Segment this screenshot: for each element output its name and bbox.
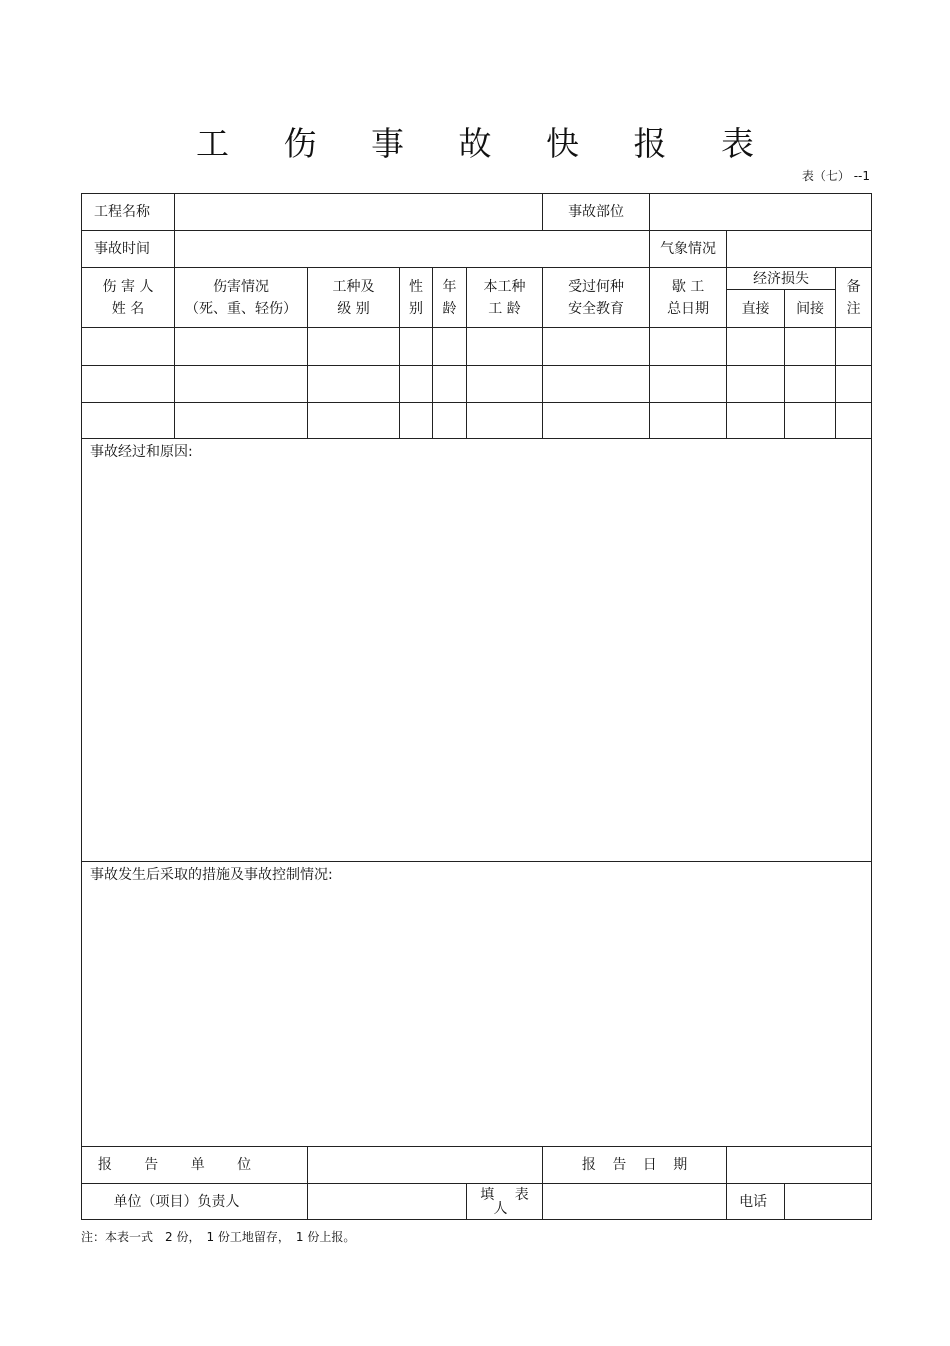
header-age-line1: 年 bbox=[442, 278, 457, 295]
cell[interactable] bbox=[400, 403, 433, 439]
header-education-line2: 安全教育 bbox=[568, 300, 625, 317]
header-seniority-line1: 本工种 bbox=[483, 278, 526, 295]
time-row bbox=[82, 231, 872, 268]
manager-row bbox=[82, 1184, 872, 1220]
report-date-text: 报 告 日 期 bbox=[581, 1157, 694, 1173]
header-seniority bbox=[467, 268, 543, 328]
measures-field[interactable] bbox=[82, 862, 872, 1147]
accident-report-table bbox=[81, 193, 872, 1220]
project-name-label: 工程名称 bbox=[82, 194, 175, 231]
cell[interactable] bbox=[543, 403, 650, 439]
header-economic-loss: 经济损失 bbox=[727, 268, 836, 290]
process-label: 事故经过和原因: bbox=[90, 444, 193, 460]
cell[interactable] bbox=[175, 403, 308, 439]
cell[interactable] bbox=[785, 403, 836, 439]
footnote: 注：本表一式 2 份， 1 份工地留存， 1 份上报。 bbox=[81, 1230, 356, 1244]
header-leave bbox=[650, 268, 727, 328]
project-name-field[interactable] bbox=[175, 194, 543, 231]
header-loss-direct: 直接 bbox=[727, 290, 785, 328]
cell[interactable] bbox=[650, 366, 727, 403]
header-sex-line2: 别 bbox=[409, 300, 423, 317]
accident-location-label: 事故部位 bbox=[543, 194, 650, 231]
filler-text: 填 表 人 bbox=[480, 1186, 537, 1217]
cell[interactable] bbox=[433, 403, 467, 439]
header-seniority-line2: 工 龄 bbox=[488, 300, 521, 317]
header-loss-indirect: 间接 bbox=[785, 290, 836, 328]
cell[interactable] bbox=[433, 328, 467, 366]
cell[interactable] bbox=[727, 403, 785, 439]
filler-field[interactable] bbox=[543, 1184, 727, 1220]
header-sex-line1: 性 bbox=[409, 278, 423, 295]
cell[interactable] bbox=[400, 328, 433, 366]
phone-label: 电话 bbox=[727, 1184, 785, 1220]
cell[interactable] bbox=[650, 328, 727, 366]
header-injured-line2: 姓 名 bbox=[111, 300, 145, 317]
cell[interactable] bbox=[400, 366, 433, 403]
header-row bbox=[82, 268, 872, 290]
cell[interactable] bbox=[650, 403, 727, 439]
cell[interactable] bbox=[308, 366, 400, 403]
cell[interactable] bbox=[175, 366, 308, 403]
measures-label: 事故发生后采取的措施及事故控制情况: bbox=[90, 867, 333, 883]
cell[interactable] bbox=[785, 366, 836, 403]
cell[interactable] bbox=[836, 328, 872, 366]
header-education-line1: 受过何种 bbox=[568, 278, 625, 295]
cell[interactable] bbox=[785, 328, 836, 366]
phone-field[interactable] bbox=[785, 1184, 872, 1220]
header-injury-line2: （死、重、轻伤） bbox=[185, 300, 297, 317]
cell[interactable] bbox=[467, 403, 543, 439]
report-unit-label bbox=[82, 1147, 308, 1184]
accident-time-field[interactable] bbox=[175, 231, 650, 268]
cell[interactable] bbox=[467, 328, 543, 366]
manager-field[interactable] bbox=[308, 1184, 467, 1220]
page-title: 工 伤 事 故 快 报 表 bbox=[196, 124, 776, 163]
header-leave-line2: 总日期 bbox=[667, 300, 710, 317]
weather-label: 气象情况 bbox=[650, 231, 727, 268]
table-row bbox=[82, 403, 872, 439]
manager-label: 单位（项目）负责人 bbox=[82, 1184, 308, 1220]
cell[interactable] bbox=[308, 403, 400, 439]
header-leave-line1: 歇 工 bbox=[671, 278, 705, 295]
cell[interactable] bbox=[433, 366, 467, 403]
cell[interactable] bbox=[836, 403, 872, 439]
cell[interactable] bbox=[727, 366, 785, 403]
report-unit-text: 报 告 单 位 bbox=[97, 1157, 266, 1173]
filler-label bbox=[467, 1184, 543, 1220]
cell[interactable] bbox=[727, 328, 785, 366]
header-injury bbox=[175, 268, 308, 328]
cell[interactable] bbox=[543, 328, 650, 366]
weather-field[interactable] bbox=[727, 231, 872, 268]
cell[interactable] bbox=[543, 366, 650, 403]
process-field[interactable] bbox=[82, 439, 872, 862]
cell[interactable] bbox=[82, 328, 175, 366]
header-trade-line1: 工种及 bbox=[332, 278, 375, 295]
table-row bbox=[82, 328, 872, 366]
report-date-field[interactable] bbox=[727, 1147, 872, 1184]
header-remark-line1: 备 bbox=[846, 278, 861, 295]
cell[interactable] bbox=[836, 366, 872, 403]
header-education bbox=[543, 268, 650, 328]
report-date-label bbox=[543, 1147, 727, 1184]
accident-time-label: 事故时间 bbox=[82, 231, 175, 268]
header-trade-line2: 级 别 bbox=[337, 300, 370, 317]
header-age-line2: 龄 bbox=[442, 300, 457, 317]
header-remark-line2: 注 bbox=[846, 300, 861, 317]
header-sex bbox=[400, 268, 433, 328]
report-unit-row bbox=[82, 1147, 872, 1184]
header-injury-line1: 伤害情况 bbox=[213, 278, 269, 295]
header-remark bbox=[836, 268, 872, 328]
project-row bbox=[82, 194, 872, 231]
cell[interactable] bbox=[82, 366, 175, 403]
header-age bbox=[433, 268, 467, 328]
cell[interactable] bbox=[82, 403, 175, 439]
form-code: 表（七） --1 bbox=[801, 169, 870, 183]
table-row bbox=[82, 366, 872, 403]
header-trade bbox=[308, 268, 400, 328]
cell[interactable] bbox=[467, 366, 543, 403]
cell[interactable] bbox=[308, 328, 400, 366]
process-row bbox=[82, 439, 872, 862]
cell[interactable] bbox=[175, 328, 308, 366]
measures-row bbox=[82, 862, 872, 1147]
accident-location-field[interactable] bbox=[650, 194, 872, 231]
header-injured-person bbox=[82, 268, 175, 328]
header-injured-line1: 伤 害 人 bbox=[102, 278, 154, 295]
report-unit-field[interactable] bbox=[308, 1147, 543, 1184]
